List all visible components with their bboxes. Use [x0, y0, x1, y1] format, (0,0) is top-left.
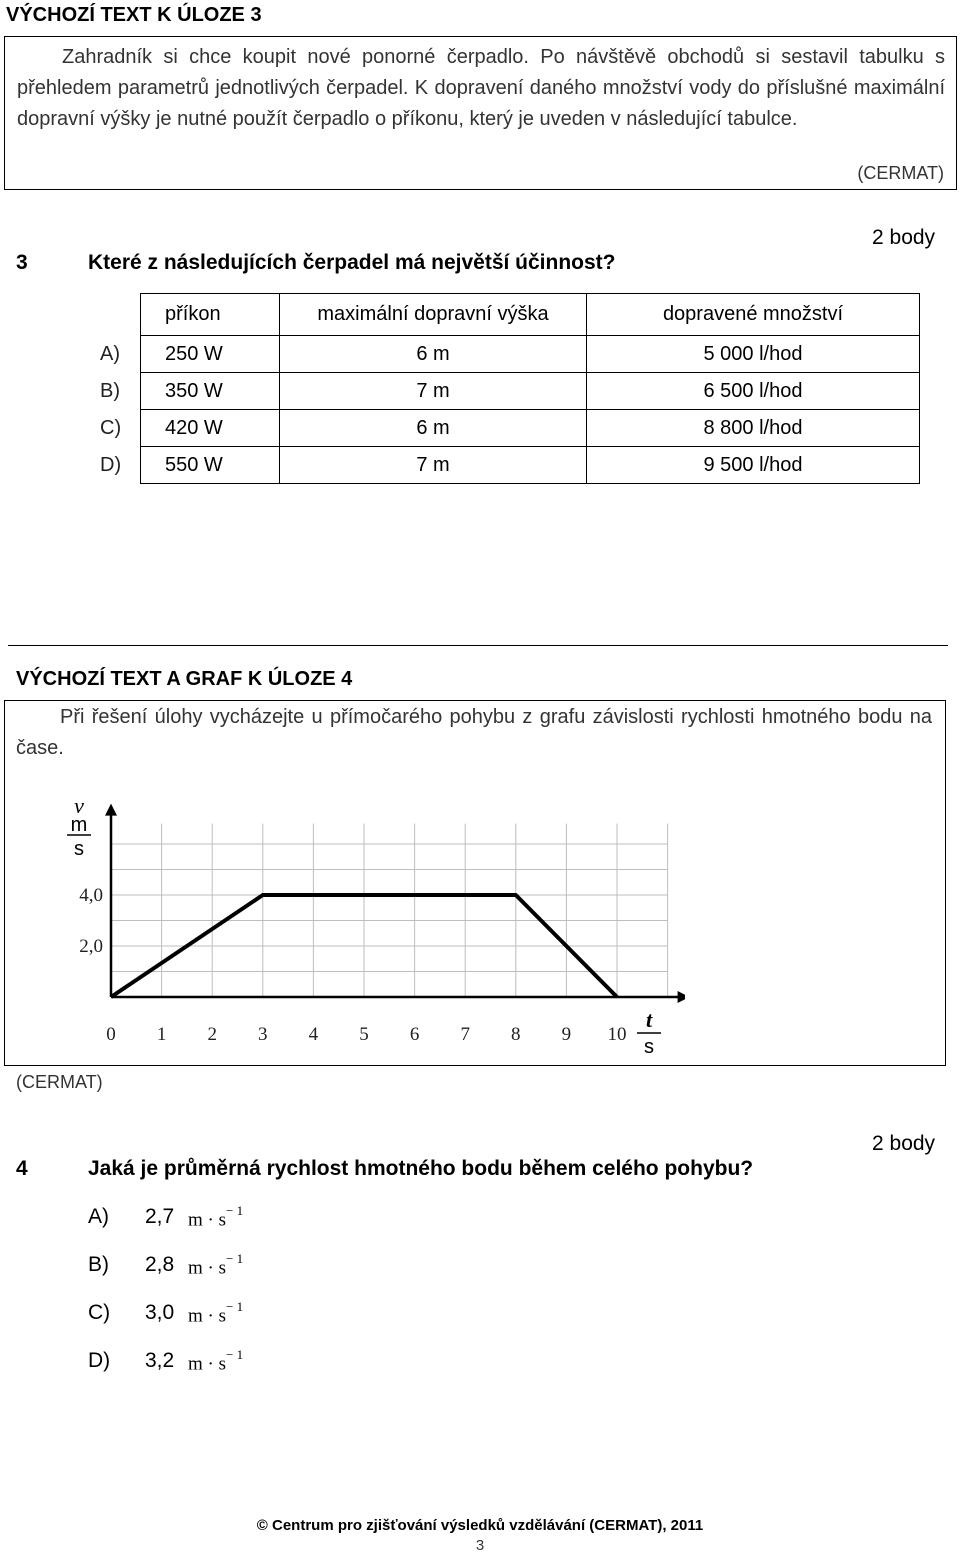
y-tick-label: 2,0 [79, 936, 103, 957]
cell-amount: 8 800 l/hod [587, 410, 920, 447]
unit-exponent: − 1 [226, 1251, 244, 1266]
section4-source: (CERMAT) [16, 1072, 103, 1092]
cell-height: 7 m [280, 447, 587, 484]
x-tick-label: 7 [460, 1024, 470, 1045]
y-tick-label: 4,0 [79, 885, 103, 906]
table-header-row [100, 294, 920, 336]
section3-heading: VÝCHOZÍ TEXT K ÚLOZE 3 [6, 4, 262, 26]
table-row [100, 447, 920, 484]
answer-option-d[interactable] [88, 1349, 288, 1377]
table-row [100, 336, 920, 373]
answer-value: 2,7 [145, 1205, 175, 1228]
x-tick-label: 0 [106, 1024, 116, 1045]
answer-option-a[interactable] [88, 1205, 288, 1233]
section3-intro: Zahradník si chce koupit nové ponorné čerpadlo. Po návštěvě obchodů si sestavil tabulku s přehledem parametrů jednotlivých čerpadel. K dopravení daného množství vody do příslušné maximální dopravní výšky je nutné použít čerpadlo o příkonu, který je uveden v následující tabulce. [17, 46, 945, 130]
y-axis-unit-denominator: s [74, 838, 84, 860]
answer-option-b[interactable] [88, 1253, 288, 1281]
option-label: D) [100, 453, 122, 476]
answer-unit [188, 1203, 244, 1231]
question3-text: Které z následujících čerpadel má největší účinnost? [88, 251, 616, 274]
section4-text-box [4, 700, 946, 1066]
question4-number: 4 [16, 1157, 28, 1180]
answer-letter: C) [88, 1301, 111, 1324]
unit-exponent: − 1 [226, 1299, 244, 1314]
cell-power: 250 W [141, 336, 280, 373]
answer-value: 3,0 [145, 1301, 175, 1324]
answer-unit [188, 1299, 244, 1327]
answer-unit [188, 1347, 244, 1375]
answer-value: 3,2 [145, 1349, 175, 1372]
question4-text: Jaká je průměrná rychlost hmotného bodu během celého pohybu? [88, 1157, 754, 1180]
section4-heading: VÝCHOZÍ TEXT A GRAF K ÚLOZE 4 [16, 668, 353, 690]
y-axis-arrow [105, 804, 117, 816]
x-tick-label: 6 [409, 1024, 420, 1045]
cell-height: 6 m [280, 336, 587, 373]
option-label: B) [100, 379, 120, 402]
option-label: A) [100, 342, 120, 365]
y-axis-label: v [74, 793, 84, 818]
table-header-spacer [100, 294, 141, 336]
x-tick-label: 5 [359, 1024, 369, 1045]
section4-intro: Při řešení úlohy vycházejte u přímočarého pohybu z grafu závislosti rychlosti hmotného bodu na čase. [16, 706, 932, 759]
unit-base: m · s [188, 1353, 226, 1375]
question3-number: 3 [16, 251, 28, 274]
x-tick-label: 4 [308, 1024, 319, 1045]
answer-letter: B) [88, 1253, 109, 1276]
answer-option-c[interactable] [88, 1301, 288, 1329]
cell-height: 6 m [280, 410, 587, 447]
x-axis-arrow [678, 991, 685, 1003]
unit-exponent: − 1 [226, 1347, 244, 1362]
cell-height: 7 m [280, 373, 587, 410]
cell-amount: 9 500 l/hod [587, 447, 920, 484]
pump-table [100, 293, 920, 484]
x-axis-label: t [645, 1007, 653, 1032]
option-label: C) [100, 416, 122, 439]
question3-points: 2 body [872, 226, 936, 249]
x-axis-unit: s [644, 1036, 654, 1058]
header-amount: dopravené množství [587, 294, 920, 336]
x-tick-label: 3 [258, 1024, 268, 1045]
x-tick-label: 8 [511, 1024, 521, 1045]
answer-letter: D) [88, 1349, 111, 1372]
cell-power: 420 W [141, 410, 280, 447]
x-tick-label: 1 [156, 1024, 167, 1045]
unit-base: m · s [188, 1257, 226, 1279]
section-divider [8, 645, 948, 646]
y-axis-unit-numerator: m [70, 814, 88, 836]
question4-points: 2 body [872, 1132, 936, 1155]
section3-text-box [4, 36, 957, 190]
x-tick-label: 2 [207, 1024, 217, 1045]
unit-base: m · s [188, 1209, 226, 1231]
cell-amount: 6 500 l/hod [587, 373, 920, 410]
unit-base: m · s [188, 1305, 226, 1327]
x-tick-label: 10 [607, 1024, 627, 1045]
answer-value: 2,8 [145, 1253, 175, 1276]
cell-amount: 5 000 l/hod [587, 336, 920, 373]
x-tick-label: 9 [561, 1024, 572, 1045]
cell-power: 550 W [141, 447, 280, 484]
section3-source: (CERMAT) [857, 163, 944, 183]
velocity-time-chart [5, 785, 685, 1061]
table-row [100, 373, 920, 410]
table-row [100, 410, 920, 447]
footer-copyright: © Centrum pro zjišťování výsledků vzdělávání (CERMAT), 2011 [256, 1517, 704, 1534]
answer-letter: A) [88, 1205, 109, 1228]
answer-unit [188, 1251, 244, 1279]
header-power: příkon [141, 294, 280, 336]
cell-power: 350 W [141, 373, 280, 410]
page-number: 3 [475, 1537, 485, 1554]
unit-exponent: − 1 [226, 1203, 244, 1218]
header-height: maximální dopravní výška [280, 294, 587, 336]
